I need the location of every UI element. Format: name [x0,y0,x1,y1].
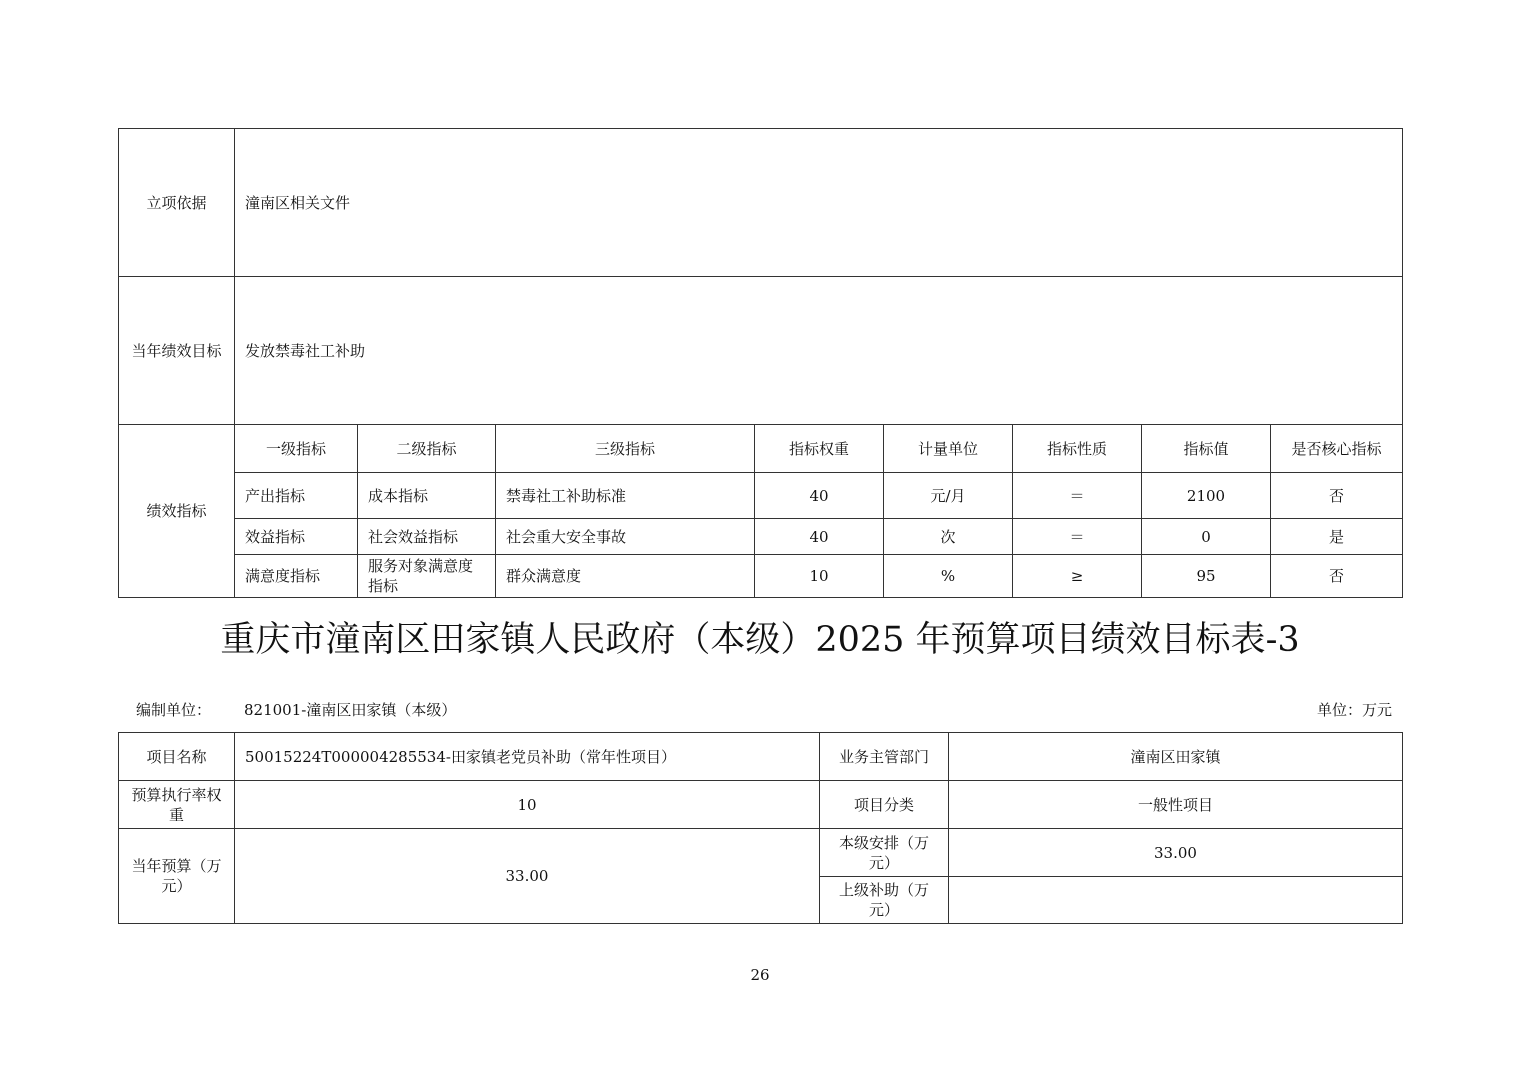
table-cell: 服务对象满意度指标 [358,555,496,598]
dept-label: 业务主管部门 [820,733,949,781]
title-middle: 年预算项目绩效目标表 [904,620,1266,660]
upper-value [949,877,1403,924]
table-cell: 0 [1142,519,1271,555]
table-row [119,473,1403,519]
basis-label: 立项依据 [119,129,235,277]
table-cell: 2100 [1142,473,1271,519]
local-value: 33.00 [949,829,1403,877]
document-title [0,614,1520,666]
header-cell: 二级指标 [358,425,496,473]
category-value: 一般性项目 [949,781,1403,829]
project-name-value: 50015224T000004285534-田家镇老党员补助（常年性项目） [235,733,820,781]
table-cell: 否 [1271,555,1403,598]
upper-label: 上级补助（万元） [820,877,949,924]
currency-unit: 单位：万元 [1316,701,1392,719]
table-cell: 成本指标 [358,473,496,519]
table-cell: 元/月 [884,473,1013,519]
header-cell: 指标性质 [1013,425,1142,473]
table-cell: 95 [1142,555,1271,598]
table-cell: ＝ [1013,473,1142,519]
table-row [119,519,1403,555]
page-number: 26 [750,966,770,984]
goal-value: 发放禁毒社工补助 [235,277,1403,425]
table-cell: 满意度指标 [235,555,358,598]
compiling-unit-value: 821001-潼南区田家镇（本级） [244,701,457,719]
table-cell: ≥ [1013,555,1142,598]
header-cell: 指标值 [1142,425,1271,473]
table-cell: 效益指标 [235,519,358,555]
table-cell: 社会效益指标 [358,519,496,555]
performance-table-top [118,128,1403,598]
table-cell: 否 [1271,473,1403,519]
exec-rate-value: 10 [235,781,820,829]
project-name-label: 项目名称 [119,733,235,781]
header-cell: 指标权重 [755,425,884,473]
meta-row [0,697,1520,721]
table-cell: 社会重大安全事故 [496,519,755,555]
table-cell: % [884,555,1013,598]
table-cell: 40 [755,473,884,519]
table-row [119,555,1403,598]
budget-value: 33.00 [235,829,820,924]
title-suffix: -3 [1265,620,1300,660]
exec-rate-label: 预算执行率权重 [119,781,235,829]
table-cell: 禁毒社工补助标准 [496,473,755,519]
header-cell: 三级指标 [496,425,755,473]
dept-value: 潼南区田家镇 [949,733,1403,781]
basis-value: 潼南区相关文件 [235,129,1403,277]
title-prefix: 重庆市潼南区田家镇人民政府（本级） [220,620,816,660]
table-cell: 10 [755,555,884,598]
project-info-table [118,732,1403,924]
table-cell: 产出指标 [235,473,358,519]
table-cell: 40 [755,519,884,555]
header-cell: 计量单位 [884,425,1013,473]
indicators-label: 绩效指标 [119,425,235,598]
goal-label: 当年绩效目标 [119,277,235,425]
table-cell: ＝ [1013,519,1142,555]
category-label: 项目分类 [820,781,949,829]
table-cell: 次 [884,519,1013,555]
header-cell: 是否核心指标 [1271,425,1403,473]
table-cell: 群众满意度 [496,555,755,598]
indicator-header-row [119,425,1403,473]
title-year: 2025 [815,620,905,660]
budget-label: 当年预算（万元） [119,829,235,924]
compiling-unit-label: 编制单位： [136,701,212,719]
header-cell: 一级指标 [235,425,358,473]
local-label: 本级安排（万元） [820,829,949,877]
table-cell: 是 [1271,519,1403,555]
